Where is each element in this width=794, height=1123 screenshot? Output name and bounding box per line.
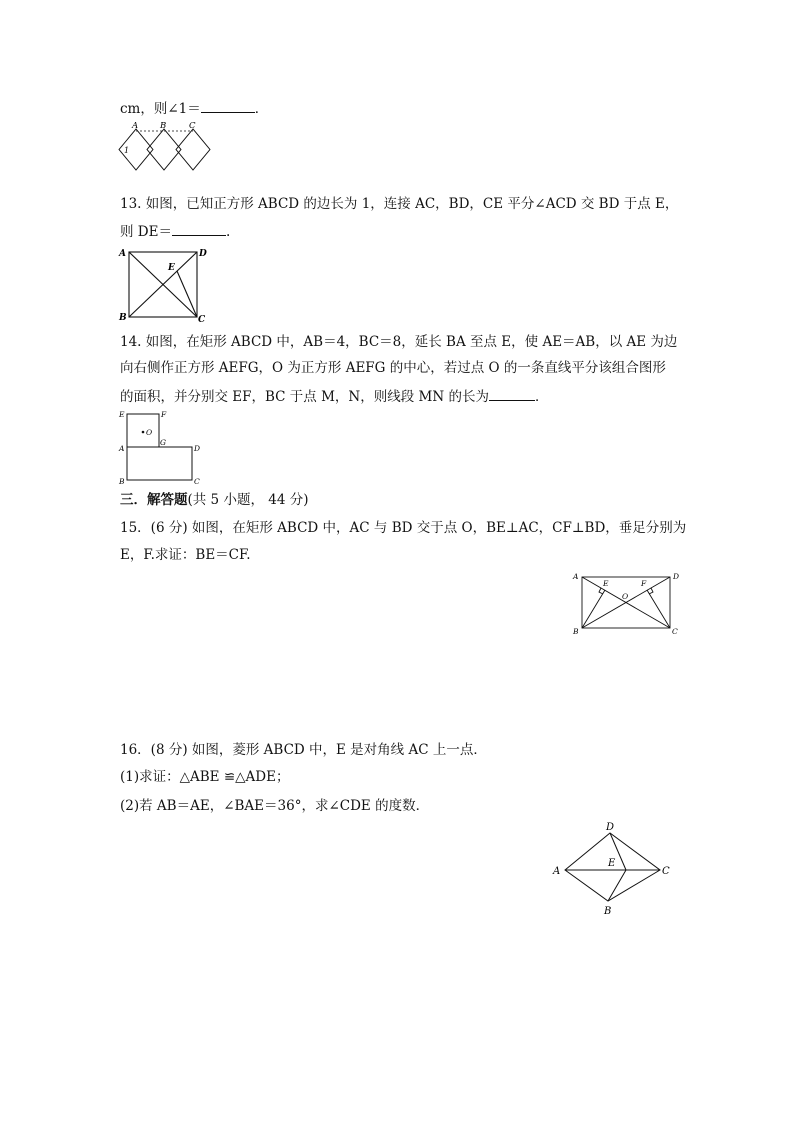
q13-line1: 13. 如图，已知正方形 ABCD 的边长为 1，连接 AC，BD，CE 平分∠ACD 交 BD 于点 E， (120, 196, 679, 212)
q14-label-b: B (119, 477, 125, 486)
q16-line2: (1)求证：△ABE ≌△ADE； (120, 769, 290, 785)
q14-label-g: G (160, 438, 166, 447)
q13-label-e: E (168, 263, 175, 273)
q16-label-e: E (608, 858, 616, 869)
q12-line: cm，则∠1＝ (120, 101, 201, 117)
q14-line1: 14. 如图，在矩形 ABCD 中，AB＝4，BC＝8，延长 BA 至点 E，使 AE＝AB，以 AE 为边 (120, 334, 678, 350)
q14-square-aefg (127, 414, 159, 447)
q15-label-b: B (573, 627, 579, 636)
q15-segment-be (582, 590, 605, 628)
q14-line3: 的面积，并分别交 EF，BC 于点 M，N，则线段 MN 的长为 (120, 389, 489, 405)
q15-label-a: A (573, 572, 579, 581)
q15-label-o: O (622, 592, 629, 601)
q15-line1: 15．(6 分) 如图，在矩形 ABCD 中，AC 与 BD 交于点 O，BE⊥AC，CF⊥BD，垂足分别为 (120, 520, 687, 536)
q14-label-a: A (119, 444, 125, 453)
q13-label-c: C (198, 315, 206, 325)
q13-line2: 则 DE＝ (120, 224, 172, 240)
q14-label-o: O (146, 428, 153, 437)
q13-label-a: A (119, 249, 126, 259)
q12-suffix: ． (254, 101, 269, 117)
q15-label-c: C (672, 627, 678, 636)
q14-answer-blank[interactable] (489, 386, 535, 401)
q13-line2-wrap (120, 221, 230, 241)
q16-label-d: D (606, 822, 615, 833)
q13-figure (116, 244, 212, 324)
q14-line2: 向右侧作正方形 AEFG，O 为正方形 AEFG 的中心，若过点 O 的一条直线平分该组合图形 (120, 360, 666, 376)
q13-label-d: D (199, 249, 207, 259)
q16-label-c: C (662, 866, 670, 877)
q14-figure (116, 408, 208, 488)
q14-suffix: ． (534, 389, 549, 405)
q15-figure (570, 567, 682, 639)
q16-line3: (2)若 AB＝AE，∠BAE＝36°，求∠CDE 的度数． (120, 798, 430, 814)
q12-text (120, 98, 268, 118)
q16-figure (548, 818, 674, 918)
section3-note: (共 5 小题， 44 分) (187, 492, 309, 508)
q12-figure (118, 120, 214, 176)
q16-segment-be (608, 870, 626, 901)
q16-label-b: B (604, 906, 612, 917)
q16-line1: 16．(8 分) 如图，菱形 ABCD 中，E 是对角线 AC 上一点． (120, 742, 487, 758)
q14-label-f: F (161, 410, 167, 419)
q14-line3-wrap (120, 386, 548, 406)
q15-label-e: E (603, 579, 609, 588)
q15-label-d: D (673, 572, 680, 581)
q15-segment-cf (647, 590, 670, 628)
q13-bisector-ce (177, 271, 197, 317)
q12-label-b: B (160, 121, 167, 131)
q13-label-b: B (119, 313, 127, 323)
q12-label-c: C (189, 121, 196, 131)
q14-label-d: D (194, 444, 201, 453)
q12-label-a: A (132, 121, 139, 131)
q13-answer-blank[interactable] (172, 221, 226, 236)
q15-line2: E，F.求证：BE＝CF. (120, 547, 251, 563)
q12-answer-blank[interactable] (201, 98, 255, 113)
section3-title: 三．解答题 (120, 492, 188, 508)
q12-angle-label: 1 (124, 146, 130, 155)
section3-heading (120, 491, 308, 509)
q16-label-a: A (553, 866, 561, 877)
q14-label-e: E (119, 410, 125, 419)
q15-label-f: F (641, 579, 647, 588)
q13-suffix: . (225, 224, 231, 240)
q14-label-c: C (194, 477, 200, 486)
q14-rectangle-abcd (127, 447, 192, 480)
q14-point-o (142, 431, 145, 434)
